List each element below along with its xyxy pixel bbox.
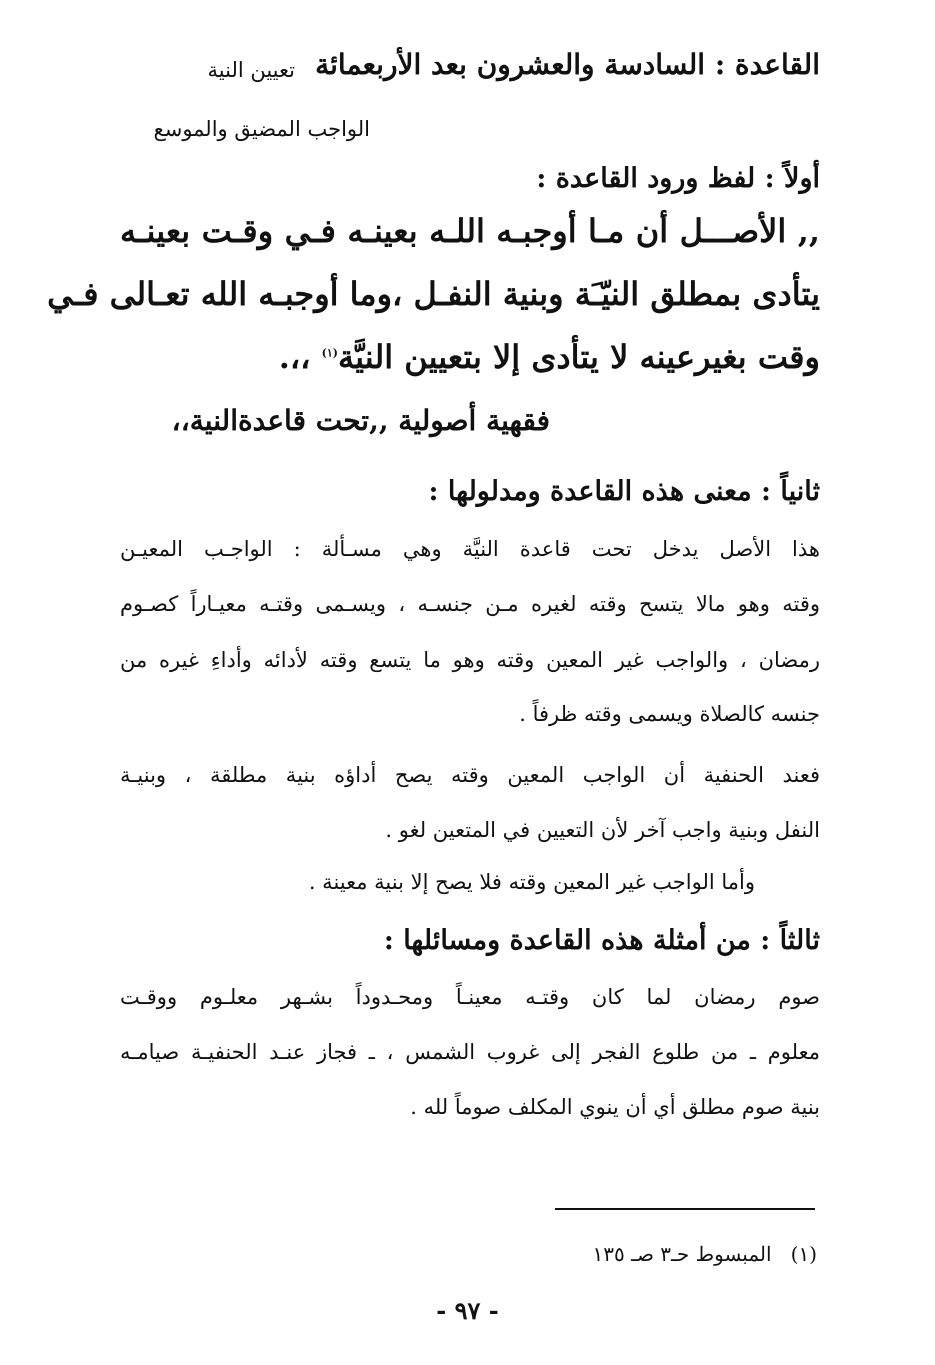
quote-line-3-text: وقت بغيرعينه لا يتأدى إلا بتعيين النيَّة (337, 338, 820, 376)
para1-line-1: هذا الأصل يدخل تحت قاعدة النيَّة وهي مسـألة : الواجـب المعيـن (120, 537, 820, 561)
footnote-text: المبسوط حـ٣ صـ ١٣٥ (592, 1242, 772, 1266)
quote-line-3 (279, 338, 820, 376)
para2-line-2: النفل وبنية واجب آخر لأن التعيين في المتعين لغو . (385, 818, 820, 842)
section2-heading: ثانياً : معنى هذه القاعدة ومدلولها : (428, 476, 820, 507)
footnote-marker: (١) (321, 346, 338, 360)
footnote-divider (555, 1208, 815, 1210)
para2-line-1: فعند الحنفية أن الواجب المعين وقته يصح أداؤه بنية مطلقة ، وبنيـة (120, 763, 820, 787)
para3: وأما الواجب غير المعين وقته فلا يصح إلا بنية معينة . (308, 870, 755, 894)
footnote-number: (١) (790, 1242, 817, 1266)
para4-line-3: بنية صوم مطلق أي أن ينوي المكلف صوماً لله . (410, 1095, 820, 1119)
para1-line-2: وقته وهو مالا يتسح وقته لغيره مـن جنسـه ، ويسـمى وقتـه معيـاراً كصـوم (120, 592, 820, 616)
para1-line-3: رمضان ، والواجب غير المعين وقته وهو ما يتسع وقته لأدائه وأداءِ غيره من (120, 648, 820, 672)
quote-line-1: ,, الأصـــل أن مـا أوجبـه اللـه بعينـه فـي وقـت بعينـه (120, 212, 820, 250)
para1-line-4: جنسه كالصلاة ويسمى وقته ظرفاً . (519, 702, 820, 726)
topic-label: تعيين النية (207, 58, 295, 82)
footnote (593, 1242, 818, 1266)
rule-title: القاعدة : السادسة والعشرون بعد الأربعمائة (315, 48, 820, 81)
para4-line-2: معلوم ـ من طلوع الفجر إلى غروب الشمس ، ـ فجاز عنـد الحنفيـة صيامـه (120, 1040, 820, 1064)
subtopic-label: الواجب المضيق والموسع (153, 117, 370, 141)
quote-line-2: يتأدى بمطلق النيّـَة وبنية النفـل ،وما أوجبـه الله تعـالى فـي (47, 275, 820, 313)
section3-heading: ثالثاً : من أمثلة هذه القاعدة ومسائلها : (383, 925, 820, 956)
para4-line-1: صوم رمضان لما كان وقتـه معينـاً ومحـدوداً بشـهر معلـوم ووقـت (120, 985, 820, 1009)
section1-heading: أولاً : لفظ ورود القاعدة : (536, 163, 820, 194)
quote-end: ،،. (278, 338, 322, 376)
classification: فقهية أصولية ,,تحت قاعدةالنية،، (171, 404, 550, 437)
page-number: - ٩٧ - (436, 1296, 499, 1325)
